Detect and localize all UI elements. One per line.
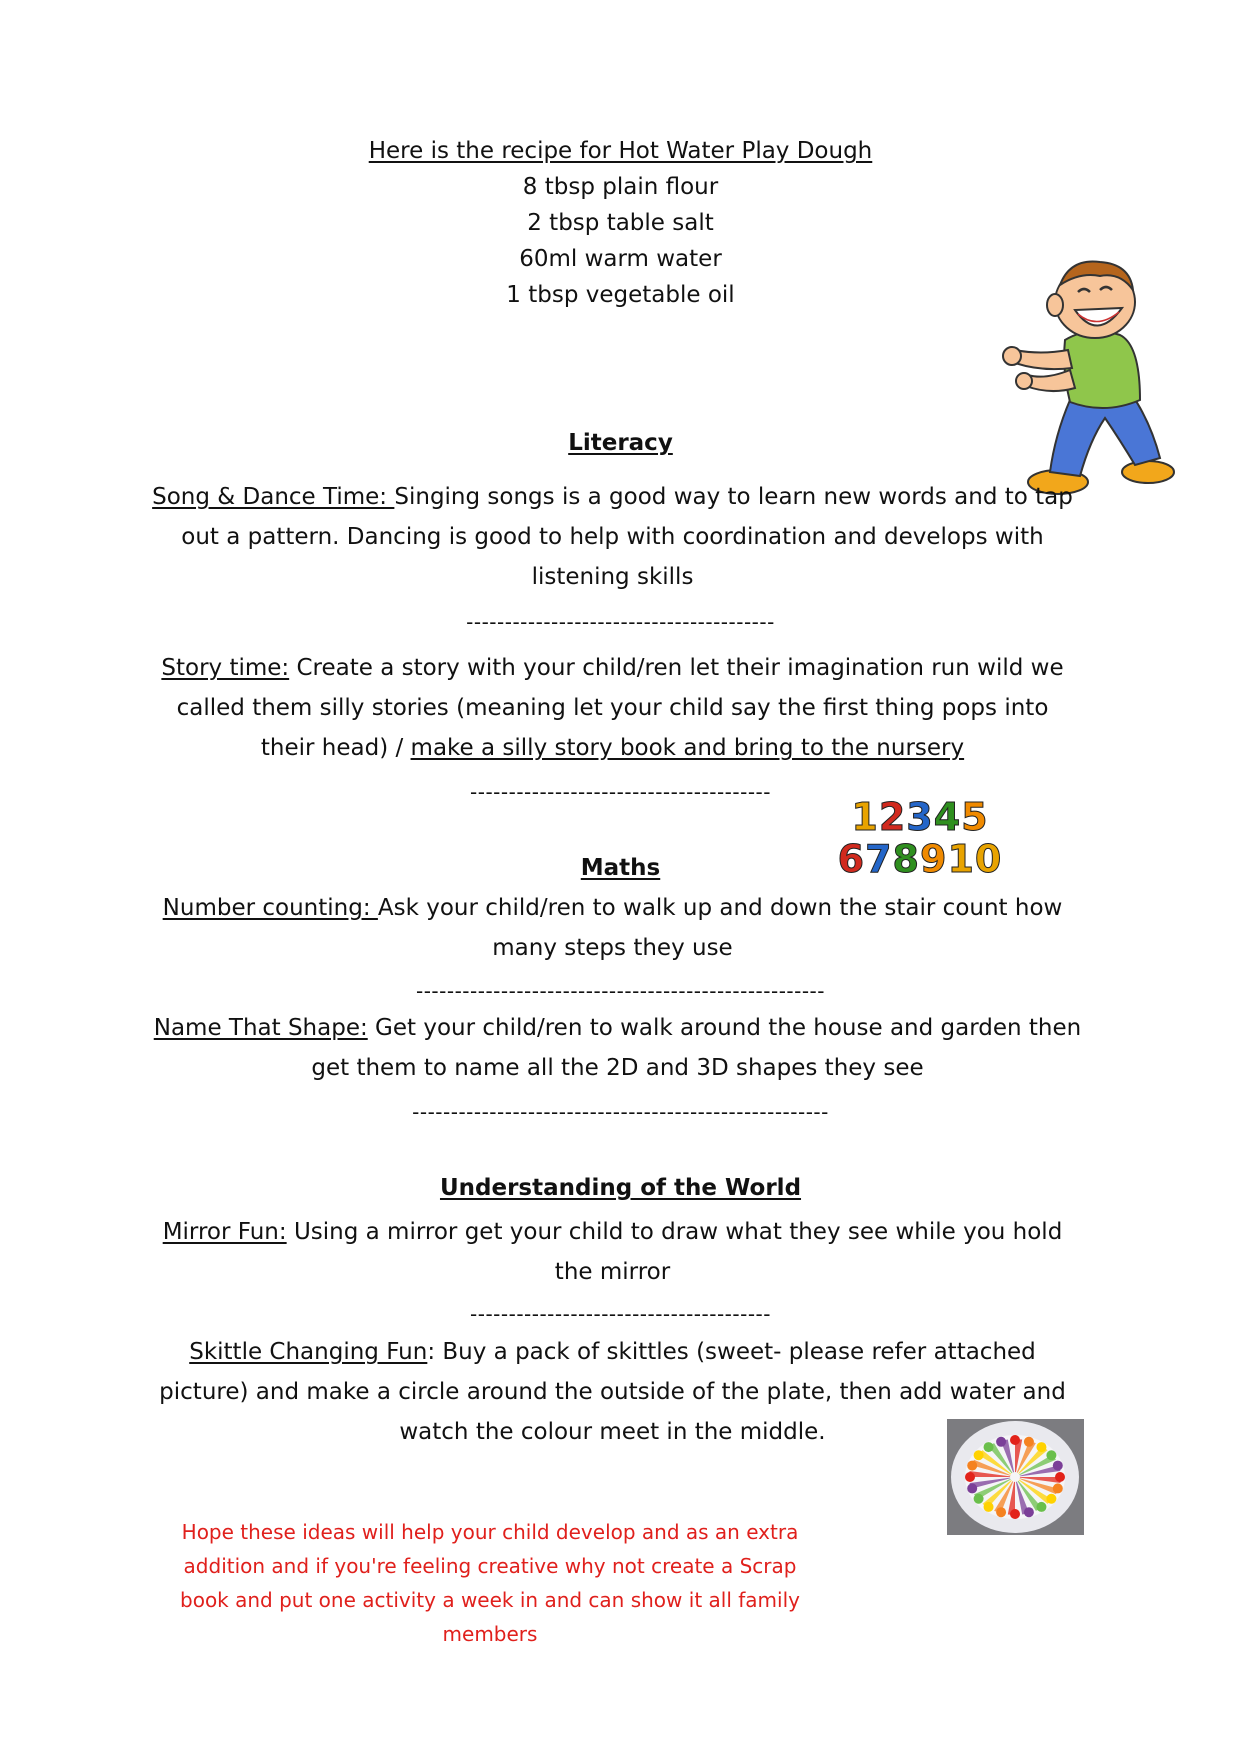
dancing-boy-illustration bbox=[1000, 250, 1185, 505]
skittle-sweet bbox=[1010, 1509, 1020, 1519]
skittle-sweet bbox=[1036, 1442, 1046, 1452]
skittle-sweet bbox=[967, 1461, 977, 1471]
name-that-shape-label: Name That Shape: bbox=[153, 1015, 368, 1041]
ingredient-1: 8 tbsp plain flour bbox=[522, 174, 719, 200]
story-time-text: Create a story with your child/ren let their imagination run wild we called them silly stories (meaning let your child say the first thing pops into their head) / bbox=[176, 655, 1064, 761]
digit-3: 3 bbox=[906, 795, 934, 839]
story-time-label: Story time: bbox=[161, 655, 290, 681]
story-book-link: make a silly story book and bring to the nursery bbox=[410, 735, 965, 761]
divider: ---------------------------------------- bbox=[466, 610, 775, 634]
skittle-sweet bbox=[1046, 1450, 1056, 1460]
skittle-sweet bbox=[1046, 1494, 1056, 1504]
skittle-sweet bbox=[984, 1442, 994, 1452]
recipe-title: Here is the recipe for Hot Water Play Dough bbox=[368, 138, 873, 164]
skittle-sweet bbox=[1055, 1472, 1065, 1482]
skittle-sweet bbox=[1024, 1507, 1034, 1517]
divider: --------------------------------------- bbox=[470, 780, 771, 804]
divider: ------------------------------------------------------ bbox=[412, 1100, 829, 1124]
skittle-sweet bbox=[974, 1450, 984, 1460]
skittle-sweet bbox=[1024, 1437, 1034, 1447]
number-counting-text: Ask your child/ren to walk up and down the stair count how many steps they use bbox=[377, 895, 1063, 961]
story-time-paragraph bbox=[150, 648, 1075, 768]
name-that-shape-paragraph bbox=[150, 1008, 1085, 1088]
song-dance-label: Song & Dance Time: bbox=[152, 484, 395, 510]
divider: --------------------------------------- bbox=[470, 1302, 771, 1326]
digit-8: 8 bbox=[892, 837, 920, 881]
skittle-sweet bbox=[1053, 1461, 1063, 1471]
song-dance-paragraph bbox=[150, 477, 1075, 597]
skittle-sweet bbox=[974, 1494, 984, 1504]
skittle-sweet bbox=[1036, 1502, 1046, 1512]
digit-1: 1 bbox=[851, 795, 879, 839]
ingredient-3: 60ml warm water bbox=[519, 246, 722, 272]
skittle-sweet bbox=[1010, 1435, 1020, 1445]
digit-6: 6 bbox=[837, 837, 866, 881]
divider: ----------------------------------------------------- bbox=[416, 979, 825, 1003]
number-counting-label: Number counting: bbox=[162, 895, 378, 921]
skittle-label: Skittle Changing Fun bbox=[189, 1339, 428, 1365]
world-heading: Understanding of the World bbox=[439, 1175, 802, 1201]
digit-9: 9 bbox=[920, 837, 948, 881]
skittle-text: : Buy a pack of skittles (sweet- please refer attached picture) and make a circle around the outside of the plate, then add water and watch the colour meet in the middle. bbox=[159, 1339, 1066, 1445]
skittle-sweet bbox=[965, 1472, 975, 1482]
digit-2: 2 bbox=[878, 795, 907, 839]
digit-10: 10 bbox=[947, 837, 1003, 881]
ingredient-2: 2 tbsp table salt bbox=[527, 210, 714, 236]
numbers-top-row bbox=[820, 796, 1020, 838]
skittle-sweet bbox=[967, 1483, 977, 1493]
digit-7: 7 bbox=[865, 837, 893, 881]
literacy-heading: Literacy bbox=[568, 430, 673, 456]
skittle-sweet bbox=[996, 1437, 1006, 1447]
name-that-shape-text: Get your child/ren to walk around the house and garden then get them to name all the 2D and 3D shapes they see bbox=[311, 1015, 1082, 1081]
skittle-sweet bbox=[996, 1507, 1006, 1517]
digit-5: 5 bbox=[961, 795, 989, 839]
maths-heading bbox=[0, 848, 1241, 888]
skittle-sweet bbox=[984, 1502, 994, 1512]
maths-heading-text: Maths bbox=[580, 855, 661, 881]
skittle-sweet bbox=[1053, 1483, 1063, 1493]
mirror-fun-paragraph bbox=[150, 1212, 1075, 1292]
skittle-paragraph bbox=[150, 1332, 1075, 1452]
song-dance-text: Singing songs is a good way to learn new words and to tap out a pattern. Dancing is good to help with coordination and develops with listening skills bbox=[181, 484, 1073, 590]
number-counting-paragraph bbox=[150, 888, 1075, 968]
mirror-fun-text: Using a mirror get your child to draw what they see while you hold the mirror bbox=[286, 1219, 1063, 1285]
ingredient-4: 1 tbsp vegetable oil bbox=[506, 282, 735, 308]
skittles-plate-photo bbox=[947, 1419, 1084, 1535]
digit-4: 4 bbox=[933, 795, 962, 839]
mirror-fun-label: Mirror Fun: bbox=[162, 1219, 287, 1245]
closing-message: Hope these ideas will help your child develop and as an extra addition and if you're feeling creative why not create a Scrap book and put one activity a week in and can show it all family members bbox=[180, 1520, 800, 1646]
